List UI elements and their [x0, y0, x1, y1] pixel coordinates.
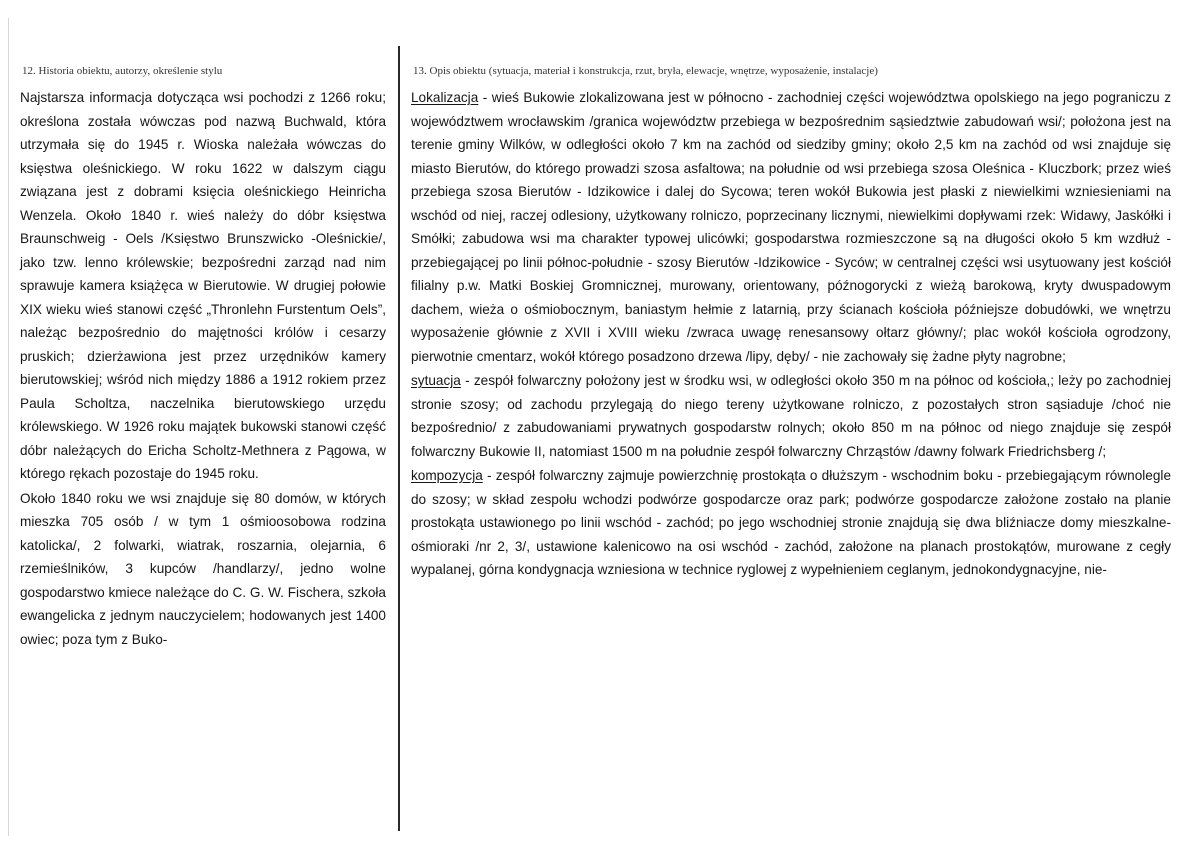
description-column	[411, 86, 1171, 582]
description-section-sytuacja	[411, 369, 1171, 463]
section-label-kompozycja: kompozycja	[411, 468, 483, 483]
page-edge-line	[8, 18, 9, 836]
history-column	[20, 86, 386, 651]
column-divider	[398, 46, 400, 831]
section-13-heading: 13. Opis obiektu (sytuacja, materiał i konstrukcja, rzut, bryła, elewacje, wnętrze, wyposażenie, instalacje)	[413, 65, 878, 77]
section-label-sytuacja: sytuacja	[411, 373, 461, 388]
section-text-sytuacja: - zespół folwarczny położony jest w środku wsi, w odległości około 350 m na północ od kościoła,; leży po zachodniej stronie szosy; od zachodu przylegają do niego tereny użytkowane rolniczo, z pozostałych stron sąsiaduje /choć nie bezpośrednio/ z zabudowaniami prywatnych gospodarstw rolnych; około 850 m na północ od niego znajduje się zespół folwarczny Bukowie II, natomiast 1500 m na południe zespół folwarczny Chrząstów /dawny folwark Friedrichsberg /;	[411, 373, 1171, 459]
section-12-heading: 12. Historia obiektu, autorzy, określenie stylu	[22, 65, 223, 77]
section-text-lokalizacja: - wieś Bukowie zlokalizowana jest w północno - zachodniej części województwa opolskiego na jego pograniczu z województwem wrocławskim /granica województw przebiega w bezpośrednim sąsiedztwie zabudowań wsi/; położona jest na terenie gminy Wilków, w odległości około 7 km na zachód od siedziby gminy; około 2,5 km na zachód od wsi znajduje się miasto Bierutów, do którego prowadzi szosa asfaltowa; na południe od wsi przebiega szosa Oleśnica - Kluczbork; przez wieś przebiega szosa Bierutów - Idzikowice i dalej do Sycowa; teren wokół Bukowia jest płaski z niewielkimi wzniesieniami na wschód od niej, raczej odlesiony, użytkowany rolniczo, poprzecinany licznymi, niewielkimi dopływami rzek: Widawy, Jaskółki i Smółki; zabudowa wsi ma charakter typowej ulicówki; gospodarstwa rozmieszczone są na długości około 5 km wzdłuż -przebiegającej po linii północ-południe - szosy Bierutów -Idzikowice - Syców; w centralnej części wsi usytuowany jest kościół filialny p.w. Matki Boskiej Gromnicznej, murowany, orientowany, późnogorycki z wieżą barokową, kryty dwuspadowym dachem, wieża o ośmiobocznym, baniastym hełmie z latarnią, przy ścianach kościoła późniejsze dobudówki, we wnętrzu wyposażenie głównie z XVII i XVIII wieku /zwraca uwagę renesansowy ołtarz główny/; plac wokół kościoła ogrodzony, pierwotnie cmentarz, wokół którego posadzono drzewa /lipy, dęby/ - nie zachowały się żadne płyty nagrobne;	[411, 90, 1171, 364]
description-section-kompozycja	[411, 464, 1171, 582]
section-text-kompozycja: - zespół folwarczny zajmuje powierzchnię prostokąta o dłuższym - wschodnim boku - przebiegającym równolegle do szosy; w skład zespołu wchodzi podwórze gospodarcze oraz park; podwórze gospodarcze założone zostało na planie prostokąta ustawionego po linii wschód - zachód; po jego wschodniej stronie znajdują się dwa bliźniacze domy mieszkalne-ośmioraki /nr 2, 3/, ustawione kalenicowo na osi wschód - zachód, założone na planach prostokątów, murowane z cegły wypalanej, górna kondygnacja wzniesiona w technice ryglowej z wypełnieniem ceglanym, jednokondygnacyjne, nie-	[411, 468, 1171, 577]
section-label-lokalizacja: Lokalizacja	[411, 90, 479, 105]
description-section-lokalizacja	[411, 86, 1171, 368]
history-paragraph-1: Najstarsza informacja dotycząca wsi pochodzi z 1266 roku; określona została wówczas pod nazwą Buchwald, która utrzymała się do 1945 r. Wioska należała wówczas do księstwa oleśnickiego. W roku 1622 w dalszym ciągu związana jest z dobrami księcia oleśnickiego Heinricha Wenzela. Około 1840 r. wieś należy do dóbr księstwa Braunschweig - Oels /Księstwo Brunszwicko -Oleśnickie/, jako tzw. lenno królewskie; bezpośredni zarząd nad nim sprawuje kamera książęca w Bierutowie. W drugiej połowie XIX wieku wieś stanowi część „Thronlehn Furstentum Oels”, należąc bezpośrednio do majętności królów i cesarzy pruskich; dzierżawiona jest przez urzędników kamery bierutowskiej; wśród nich między 1886 a 1912 rokiem przez Paula Scholtza, naczelnika bierutowskiego urzędu królewskiego. W 1926 roku majątek bukowski stanowi część dóbr należących do Ericha Scholtz-Methnera z Pągowa, w którego rękach pozostaje do 1945 roku.	[20, 90, 386, 481]
history-paragraph-2: Około 1840 roku we wsi znajduje się 80 domów, w których mieszka 705 osób / w tym 1 ośmioosobowa rodzina katolicka/, 2 folwarki, wiatrak, roszarnia, olejarnia, 6 rzemieślników, 3 kupców /handlarzy/, jedno wolne gospodarstwo kmiece należące do C. G. W. Fischera, szkoła ewangelicka z jednym nauczycielem; hodowanych jest 1400 owiec; poza tym z Buko-	[20, 490, 386, 647]
